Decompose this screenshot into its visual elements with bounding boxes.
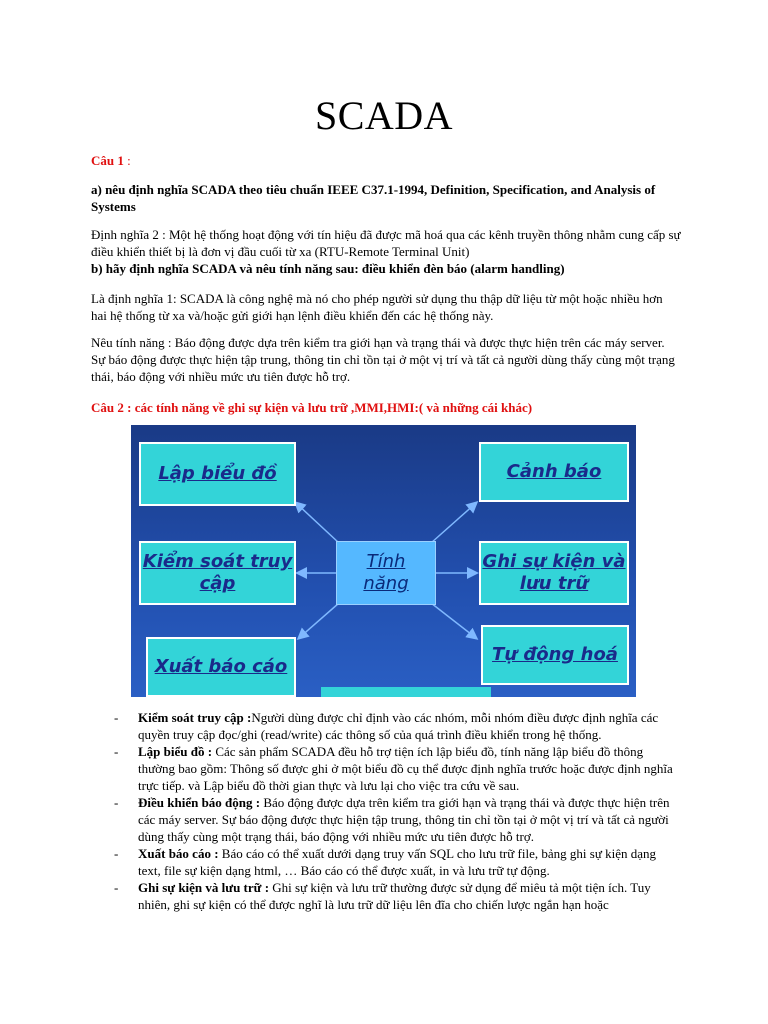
list-item bbox=[114, 845, 680, 879]
list-item bbox=[114, 879, 680, 913]
bullet-body: Báo động được dựa trên kiểm tra giới hạn và trạng thái và được thực hiện trên các máy server. Sự báo động được thực hiện tập trung, thông tin chỉ tồn tại ở một vị trí và tất cả người dùng thấy cùng một trạng thái, báo động với nhiều mức ưu tiên được hỗ trợ. bbox=[138, 795, 670, 844]
cau1-label: Câu 1 bbox=[91, 153, 124, 168]
bullet-body: Ghi sự kiện và lưu trữ thường được sử dụng để miêu tả một tiện ích. Tuy nhiên, ghi sự kiện có thể được nghĩ là lưu trữ dữ liệu lên đĩa cho chiến lược ngắn hạn hoặc bbox=[138, 880, 651, 912]
bullet-body: Báo cáo có thể xuất dưới dạng truy vấn SQL cho lưu trữ file, bảng ghi sự kiện dạng text, file sự kiện dạng html, … Báo cáo có thể được xuất, in và lưu trữ tự động. bbox=[138, 846, 657, 878]
node-kiem-soat-truy-cap bbox=[139, 541, 296, 605]
node-kiem-soat-line1: Kiểm soát truy bbox=[142, 551, 293, 572]
question-b: b) hãy định nghĩa SCADA và nêu tính năng sau: điều khiển đèn báo (alarm handling) bbox=[91, 261, 565, 276]
definition-2: Định nghĩa 2 : Một hệ thống hoạt động với tín hiệu đã được mã hoá qua các kênh truyền thông nhằm cung cấp sự điều khiển thiết bị là đơn vị đầu cuối từ xa (RTU-Remote Terminal Unit) bbox=[91, 227, 681, 259]
node-ghi-su-kien-line2: lưu trữ bbox=[519, 573, 589, 594]
bullet-head: Ghi sự kiện và lưu trữ : bbox=[138, 880, 270, 895]
page-title: SCADA bbox=[314, 93, 454, 138]
partial-bottom-node bbox=[321, 687, 491, 697]
question-a: a) nêu định nghĩa SCADA theo tiêu chuẩn IEEE C37.1-1994, Definition, Specification, and Analysis of Systems bbox=[91, 182, 656, 214]
bullet-dash: - bbox=[114, 710, 119, 725]
node-canh-bao bbox=[479, 442, 629, 502]
bullet-dash: - bbox=[114, 880, 119, 895]
bullet-dash: - bbox=[114, 795, 119, 810]
features-list bbox=[114, 709, 680, 913]
cau1-colon: : bbox=[123, 153, 131, 168]
bullet-head: Điều khiển báo động : bbox=[138, 795, 261, 810]
node-ghi-su-kien bbox=[479, 541, 629, 605]
cau1-heading bbox=[91, 152, 681, 169]
bullet-dash: - bbox=[114, 744, 119, 759]
node-tu-dong-hoa-label: Tự động hoá bbox=[492, 644, 618, 665]
list-item bbox=[114, 794, 680, 845]
bullet-head: Lập biểu đồ : bbox=[138, 744, 213, 759]
bullet-head: Xuất báo cáo : bbox=[138, 846, 219, 861]
definition-1: Là định nghĩa 1: SCADA là công nghệ mà nó cho phép người sử dụng thu thập dữ liệu từ một hoặc nhiều hơn hai hệ thống từ xa và/hoặc gửi giới hạn lệnh điều khiển đến các hệ thống này. bbox=[91, 291, 663, 323]
feature-paragraph: Nêu tính năng : Báo động được dựa trên kiểm tra giới hạn và trạng thái và được thực hiện trên các máy server. Sự báo động được thực hiện tập trung, thông tin chỉ tồn tại ở một vị trí và tất cả người dùng thấy cùng một trạng thái, báo động với nhiều mức ưu tiên được hỗ trợ. bbox=[91, 335, 675, 384]
center-line1: Tính bbox=[366, 551, 406, 572]
node-tu-dong-hoa bbox=[481, 625, 629, 685]
bullet-dash: - bbox=[114, 846, 119, 861]
node-tinh-nang-center bbox=[336, 541, 436, 605]
center-line2: năng bbox=[363, 573, 409, 594]
bullet-head: Kiểm soát truy cập : bbox=[138, 710, 252, 725]
bullet-body: Người dùng được chỉ định vào các nhóm, mỗi nhóm điều được định nghĩa các quyền truy cập đọc/ghi (read/write) các thông số của quá trình điều khiển trong hệ thống. bbox=[138, 710, 659, 742]
list-item bbox=[114, 743, 680, 794]
node-lap-bieu-do-label: Lập biểu đồ bbox=[158, 463, 277, 484]
node-xuat-bao-cao bbox=[146, 637, 296, 697]
node-kiem-soat-line2: cập bbox=[199, 573, 236, 594]
node-lap-bieu-do bbox=[139, 442, 296, 506]
features-diagram bbox=[131, 425, 636, 697]
list-item bbox=[114, 709, 680, 743]
node-xuat-bao-cao-label: Xuất báo cáo bbox=[154, 656, 288, 677]
cau2-heading: Câu 2 : các tính năng về ghi sự kiện và lưu trữ ,MMI,HMI:( và những cái khác) bbox=[91, 400, 533, 415]
node-canh-bao-label: Cảnh báo bbox=[506, 461, 602, 482]
bullet-body: Các sản phẩm SCADA đều hỗ trợ tiện ích lập biểu đồ, tính năng lập biểu đồ thông thường bao gồm: Thông số được ghi ở một biểu đồ cụ thể được định nghĩa trước hoặc được định nghĩa trực tiếp. và Lập biểu đồ thời gian thực và lưu lại cho việc tra cứu về sau. bbox=[138, 744, 673, 793]
node-ghi-su-kien-line1: Ghi sự kiện và bbox=[482, 551, 626, 572]
